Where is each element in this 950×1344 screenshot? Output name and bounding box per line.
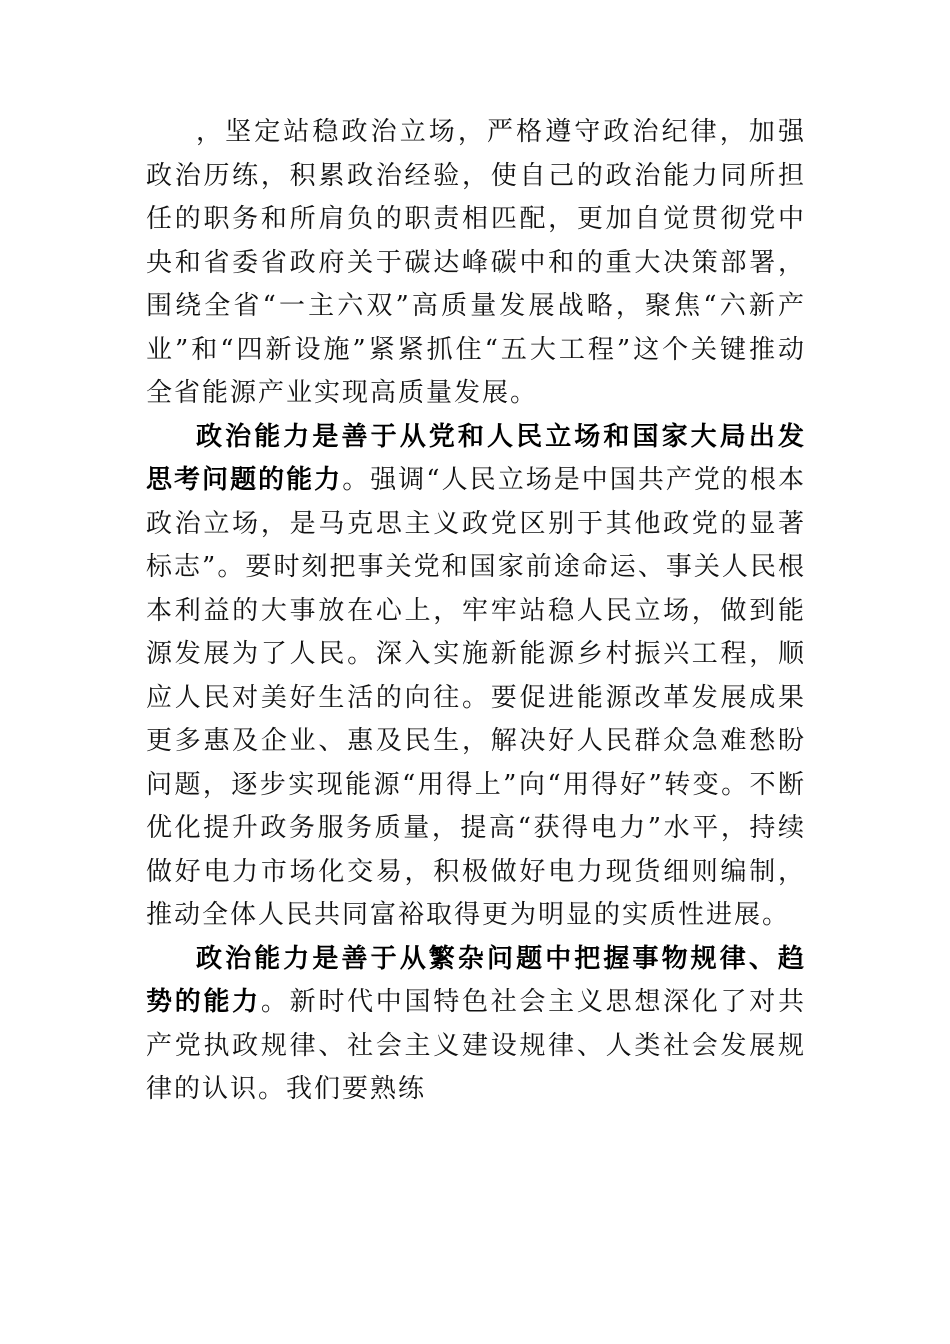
paragraph-3 <box>146 938 806 1112</box>
document-body <box>146 111 806 1112</box>
paragraph-1 <box>146 111 806 416</box>
paragraph-3-text: 。新时代中国特色社会主义思想深化了对共产党执政规律、社会主义建设规律、人类社会发展规律的认识。我们要熟练 <box>146 987 806 1104</box>
paragraph-1-text: ，坚定站稳政治立场，严格遵守政治纪律，加强政治历练，积累政治经验，使自己的政治能力同所担任的职务和所肩负的职责相匹配，更加自觉贯彻党中央和省委省政府关于碳达峰碳中和的重大决策部署，围绕全省“一主六双”高质量发展战略，聚焦“六新产业”和“四新设施”紧紧抓住“五大工程”这个关键推动全省能源产业实现高质量发展。 <box>146 117 806 408</box>
paragraph-2-text: 。强调“人民立场是中国共产党的根本政治立场，是马克思主义政党区别于其他政党的显著标志”。要时刻把事关党和国家前途命运、事关人民根本利益的大事放在心上，牢牢站稳人民立场，做到能源发展为了人民。深入实施新能源乡村振兴工程，顺应人民对美好生活的向往。要促进能源改革发展成果更多惠及企业、惠及民生，解决好人民群众急难愁盼问题，逐步实现能源“用得上”向“用得好”转变。不断优化提升政务服务质量，提高“获得电力”水平，持续做好电力市场化交易，积极做好电力现货细则编制，推动全体人民共同富裕取得更为明显的实质性进展。 <box>146 465 806 930</box>
paragraph-2 <box>146 416 806 938</box>
paragraph-3-lead: 政治能力是善于从繁杂问题中把握事物规律、趋势的能力 <box>146 943 806 1017</box>
paragraph-2-lead: 政治能力是善于从党和人民立场和国家大局出发思考问题的能力 <box>146 421 806 495</box>
